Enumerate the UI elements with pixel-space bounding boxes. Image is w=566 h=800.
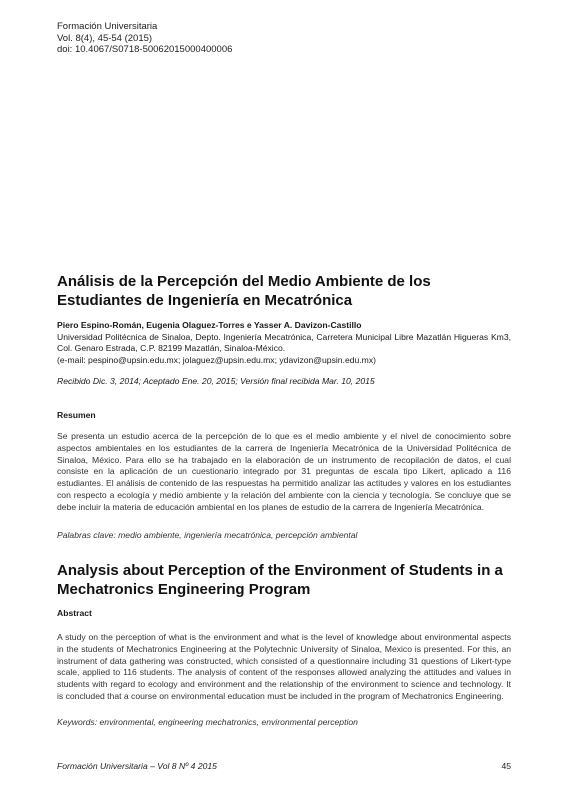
page-number: 45 <box>501 761 511 771</box>
journal-volume: Vol. 8(4), 45-54 (2015) <box>57 32 153 44</box>
footer-journal: Formación Universitaria – Vol 8 Nº 4 2015 <box>57 761 217 771</box>
journal-doi: doi: 10.4067/S0718-50062015000400006 <box>57 44 233 55</box>
title-english-line1: Analysis about Perception of the Environment of Students in a <box>57 562 503 579</box>
keywords-english: Keywords: environmental, engineering mechatronics, environmental perception <box>57 717 358 727</box>
journal-header <box>57 21 232 56</box>
author-names: Piero Espino-Román, Eugenia Olaguez-Torres e Yasser A. Davizon-Castillo <box>57 320 362 330</box>
author-affiliation: Universidad Politécnica de Sinaloa, Depto. Ingeniería Mecatrónica, Carretera Municipal Libre Mazatlán Higueras Km3, Col. Genaro Estrada, C.P. 82199 Mazatlán, Sinaloa-México. <box>57 331 511 353</box>
title-english <box>57 561 511 599</box>
title-spanish-line1: Análisis de la Percepción del Medio Ambiente de los <box>57 273 431 290</box>
abstract-heading: Abstract <box>57 608 92 618</box>
journal-name: Formación Universitaria <box>57 21 158 32</box>
resumen-text: Se presenta un estudio acerca de la percepción de lo que es el medio ambiente y el nivel de conocimiento sobre aspectos ambientales en los estudiantes de la carrera de Ingeniería Mecatrónica de la Universidad Politécnica de Sinaloa, México. Para ello se ha trabajado en la elaboración de un instrumento de recopilación de datos, el cual consiste en la aplicación de un cuestionario integrado por 31 preguntas de escala tipo Likert, aplicado a 116 estudiantes. El análisis de contenido de las respuestas ha permitido analizar las actitudes y valores en los estudiantes con respecto a ecología y medio ambiente y la relación del ambiente con la ciencia y tecnología. Se concluye que se debe incluir la materia de educación ambiental en los planes de estudio de la carrera de Ingeniería Mecatrónica. <box>57 431 511 512</box>
author-block <box>57 320 511 366</box>
resumen-heading: Resumen <box>57 410 96 420</box>
title-spanish <box>57 272 511 310</box>
author-emails: (e-mail: pespino@upsin.edu.mx; jolaguez@upsin.edu.mx; ydavizon@upsin.edu.mx) <box>57 354 376 365</box>
title-english-line2: Mechatronics Engineering Program <box>57 581 311 598</box>
abstract-text: A study on the perception of what is the environment and what is the level of knowledge about environmental aspects in the students of Mechatronics Engineering at the Polytechnic University of Sinaloa, Mexico is presented. For this, an instrument of data gathering was constructed, which consisted of a questionnaire including 31 questions of Likert-type scale, applied to 116 students. The analysis of content of the responses allowed analyzing the attitudes and values in students with regard to ecology and environment and the relationship of the environment to science and technology. It is concluded that a course on environmental education must be included in the program of Mechatronics Engineering. <box>57 632 511 701</box>
palabras-clave: Palabras clave: medio ambiente, ingeniería mecatrónica, percepción ambiental <box>57 530 358 540</box>
title-spanish-line2: Estudiantes de Ingeniería en Mecatrónica <box>57 292 353 309</box>
received-dates: Recibido Dic. 3, 2014; Aceptado Ene. 20, 2015; Versión final recibida Mar. 10, 2015 <box>57 376 375 386</box>
